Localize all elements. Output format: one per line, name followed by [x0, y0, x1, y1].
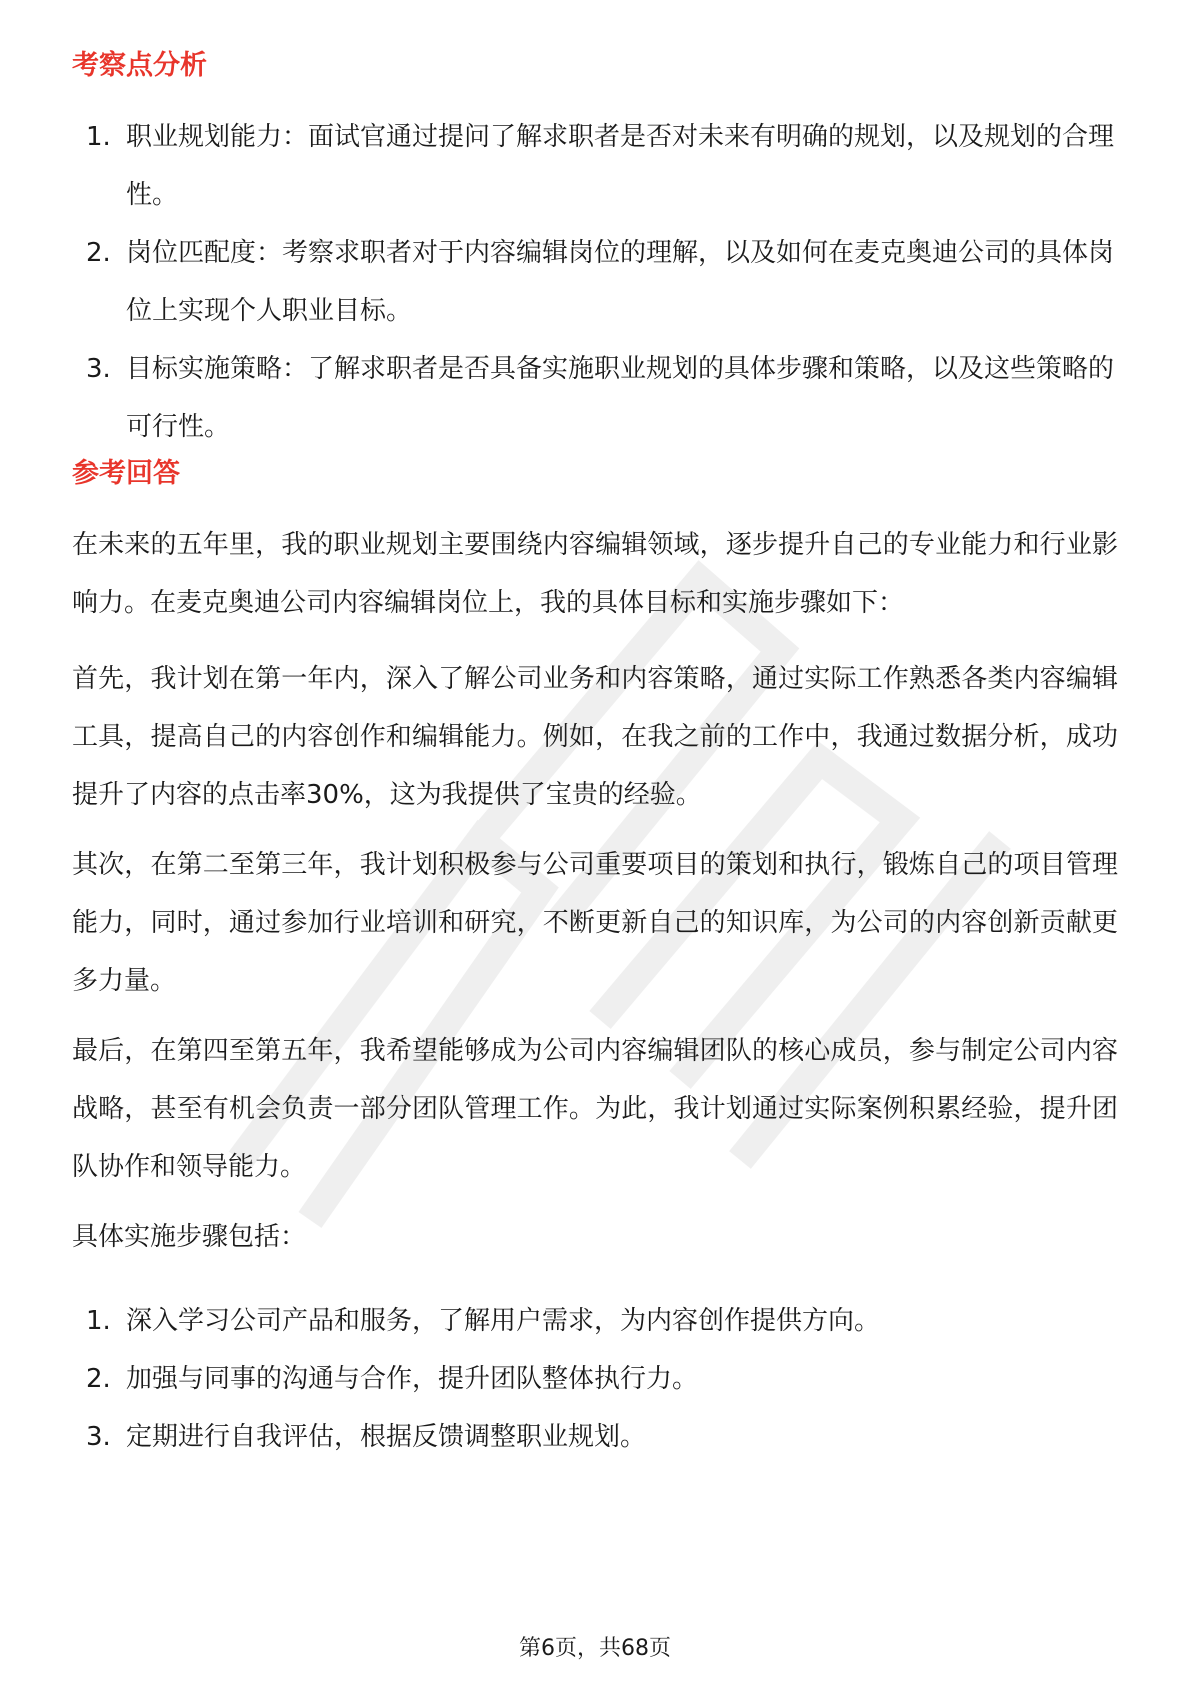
list-number: 3.: [86, 1422, 111, 1452]
answer-paragraph: 具体实施步骤包括：: [72, 1222, 307, 1252]
section-title-analysis: 考察点分析: [72, 50, 207, 81]
list-text: 职业规划能力：面试官通过提问了解求职者是否对未来有明确的规划，以及规划的合理性。: [126, 122, 1115, 210]
list-item: [72, 108, 1118, 224]
list-number: 3.: [86, 354, 111, 384]
list-number: 2.: [86, 238, 111, 268]
list-text: 定期进行自我评估，根据反馈调整职业规划。: [126, 1422, 647, 1452]
section-title-answer: 参考回答: [72, 458, 180, 489]
list-number: 1.: [86, 1306, 111, 1336]
list-number: 2.: [86, 1364, 111, 1394]
answer-paragraph: 首先，我计划在第一年内，深入了解公司业务和内容策略，通过实际工作熟悉各类内容编辑工具，提高自己的内容创作和编辑能力。例如，在我之前的工作中，我通过数据分析，成功提升了内容的点击率30%，这为我提供了宝贵的经验。: [72, 664, 1118, 810]
answer-paragraph: 在未来的五年里，我的职业规划主要围绕内容编辑领域，逐步提升自己的专业能力和行业影响力。在麦克奥迪公司内容编辑岗位上，我的具体目标和实施步骤如下：: [72, 530, 1118, 618]
list-item: [72, 1350, 1118, 1408]
list-text: 加强与同事的沟通与合作，提升团队整体执行力。: [126, 1364, 699, 1394]
list-item: [72, 224, 1118, 340]
list-number: 1.: [86, 122, 111, 152]
list-text: 目标实施策略：了解求职者是否具备实施职业规划的具体步骤和策略，以及这些策略的可行性。: [126, 354, 1115, 442]
analysis-list: [72, 108, 1118, 456]
answer-paragraph: 其次，在第二至第三年，我计划积极参与公司重要项目的策划和执行，锻炼自己的项目管理能力，同时，通过参加行业培训和研究，不断更新自己的知识库，为公司的内容创新贡献更多力量。: [72, 850, 1118, 996]
list-item: [72, 1408, 1118, 1466]
page-footer: 第6页，共68页: [519, 1636, 671, 1661]
list-text: 深入学习公司产品和服务，了解用户需求，为内容创作提供方向。: [126, 1306, 881, 1336]
list-item: [72, 1292, 1118, 1350]
steps-list: [72, 1292, 1118, 1466]
list-text: 岗位匹配度：考察求职者对于内容编辑岗位的理解，以及如何在麦克奥迪公司的具体岗位上实现个人职业目标。: [126, 238, 1115, 326]
answer-paragraph: 最后，在第四至第五年，我希望能够成为公司内容编辑团队的核心成员，参与制定公司内容战略，甚至有机会负责一部分团队管理工作。为此，我计划通过实际案例积累经验，提升团队协作和领导能力。: [72, 1036, 1118, 1182]
list-item: [72, 340, 1118, 456]
